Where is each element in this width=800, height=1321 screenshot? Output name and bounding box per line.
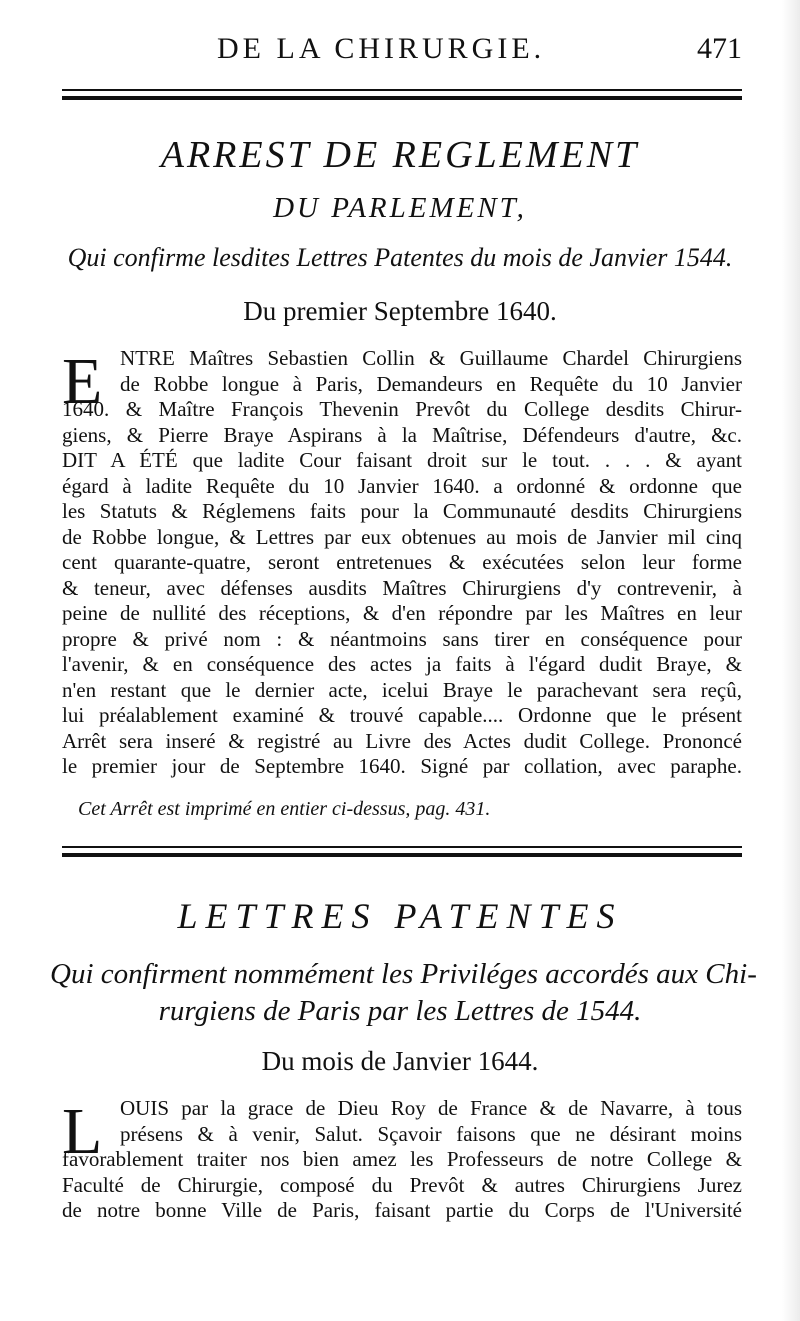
section2-heading: LETTRES PATENTES bbox=[177, 896, 623, 936]
section1-line: NTRE Maîtres Sebastien Collin & Guillaume Chardel Chirurgiens bbox=[120, 346, 742, 370]
section2-purpose-line1: Qui confirment nommément les Priviléges accordés aux Chi- bbox=[50, 958, 757, 990]
header-rule-thick bbox=[62, 96, 742, 100]
section1-line: de Robbe longue à Paris, Demandeurs en Requête du 10 Janvier bbox=[120, 371, 742, 396]
section2-body bbox=[62, 1096, 742, 1224]
running-head bbox=[62, 32, 742, 72]
section2-line: favorablement traiter nos bien amez les Professeurs de notre College & bbox=[62, 1147, 742, 1171]
section1-line: n'en restant que le dernier acte, icelui Braye le parachevant sera reçû, bbox=[62, 677, 742, 702]
section2-date: Du mois de Janvier 1644. bbox=[261, 1046, 539, 1076]
section1-citation: Cet Arrêt est imprimé en entier ci-dessus, pag. 431. bbox=[78, 798, 491, 820]
section1-line: de Robbe longue, & Lettres par eux obtenues au mois de Janvier mil cinq bbox=[62, 524, 742, 549]
section2-line: Faculté de Chirurgie, composé du Prevôt & autres Chirurgiens Jurez bbox=[62, 1172, 742, 1197]
section1-dropcap: E bbox=[62, 345, 103, 418]
section1-line: lui préalablement examiné & trouvé capable.... Ordonne que le présent bbox=[62, 703, 742, 727]
section1-line: le premier jour de Septembre 1640. Signé par collation, avec paraphe. bbox=[62, 754, 742, 778]
section1-line: l'avenir, & en conséquence des actes ja faits à l'égard dudit Braye, & bbox=[62, 652, 742, 676]
section1-line: peine de nullité des réceptions, & d'en répondre par les Maîtres en leur bbox=[62, 601, 742, 625]
section1-line: DIT A ÉTÉ que ladite Cour faisant droit sur le tout. . . . & ayant bbox=[62, 448, 742, 472]
section1-line: propre & privé nom : & néantmoins sans tirer en conséquence pour bbox=[62, 626, 742, 651]
section2-dropcap: L bbox=[62, 1095, 103, 1168]
section1-purpose: Qui confirme lesdites Lettres Patentes du mois de Janvier 1544. bbox=[67, 243, 733, 272]
section1-line: Arrêt sera inseré & registré au Livre des Actes dudit College. Prononcé bbox=[62, 728, 742, 753]
section2-line: de notre bonne Ville de Paris, faisant partie du Corps de l'Université bbox=[62, 1198, 742, 1222]
page-edge-shadow bbox=[782, 0, 800, 1321]
section-rule-thin bbox=[62, 846, 742, 848]
section1-subheading: DU PARLEMENT, bbox=[273, 192, 527, 224]
section1-date: Du premier Septembre 1640. bbox=[243, 296, 557, 326]
section1-line: giens, & Pierre Braye Aspirans à la Maîtrise, Défendeurs d'autre, &c. bbox=[62, 422, 742, 447]
section2-line: OUIS par la grace de Dieu Roy de France & de Navarre, à tous bbox=[120, 1096, 742, 1120]
section2-purpose-line2: rurgiens de Paris par les Lettres de 1544. bbox=[158, 995, 642, 1027]
section-rule-thick bbox=[62, 853, 742, 857]
page-number: 471 bbox=[697, 32, 742, 65]
section1-line: 1640. & Maître François Thevenin Prevôt du College desdits Chirur- bbox=[62, 397, 742, 421]
section1-body bbox=[62, 346, 742, 780]
section1-line: les Statuts & Réglemens faits pour la Communauté desdits Chirurgiens bbox=[62, 499, 742, 523]
section1-line: & teneur, avec défenses ausdits Maîtres Chirurgiens d'y contrevenir, à bbox=[62, 575, 742, 600]
section2-line: présens & à venir, Salut. Sçavoir faisons que ne désirant moins bbox=[120, 1121, 742, 1146]
section1-line: cent quarante-quatre, seront entretenues & exécutées selon leur forme bbox=[62, 550, 742, 574]
header-rule-thin bbox=[62, 89, 742, 91]
section1-line: égard à ladite Requête du 10 Janvier 1640. a ordonné & ordonne que bbox=[62, 473, 742, 498]
section1-heading: ARREST DE REGLEMENT bbox=[160, 134, 640, 176]
running-title: DE LA CHIRURGIE. bbox=[217, 32, 546, 65]
